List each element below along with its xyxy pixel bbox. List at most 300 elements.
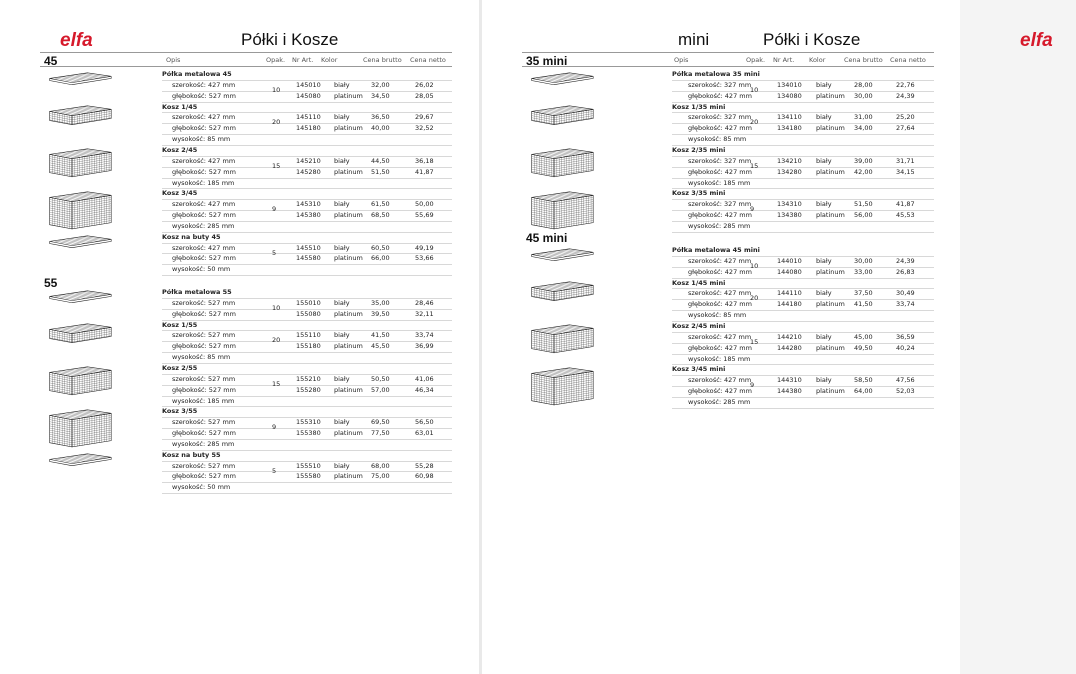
article-number: 155080 <box>296 309 321 318</box>
product-name: Półka metalowa 35 mini <box>672 70 760 78</box>
product-spec-row <box>522 267 934 278</box>
product-spec-row <box>40 471 452 482</box>
product-name: Półka metalowa 55 <box>162 288 232 296</box>
product-spec-row <box>522 256 934 267</box>
dimension-text: głębokość: 527 mm <box>172 472 236 481</box>
product-spec-row <box>40 330 452 341</box>
dimension-text: szerokość: 527 mm <box>172 331 236 340</box>
article-number: 144210 <box>777 332 802 341</box>
article-number: 155110 <box>296 331 321 340</box>
article-number: 155310 <box>296 418 321 427</box>
dimension-text: szerokość: 527 mm <box>172 298 236 307</box>
price-net: 60,98 <box>415 472 434 481</box>
series-label: 45 <box>44 54 58 68</box>
dimension-text: szerokość: 427 mm <box>172 200 236 209</box>
color-name: platinum <box>334 211 363 220</box>
color-name: platinum <box>334 167 363 176</box>
product-spec-row <box>40 352 452 363</box>
page-title: Półki i Kosze <box>763 30 861 49</box>
color-name: platinum <box>816 387 845 396</box>
dimension-text: wysokość: 85 mm <box>172 353 231 362</box>
product-name: Kosz na buty 45 <box>162 232 221 241</box>
product-spec-row <box>522 80 934 91</box>
column-header-bar <box>40 53 452 66</box>
product-name: Kosz 1/45 <box>162 102 198 111</box>
product-spec-row <box>522 332 934 343</box>
pack-quantity: 9 <box>750 381 755 390</box>
price-gross: 77,50 <box>371 429 390 438</box>
product-name: Kosz 1/55 <box>162 320 198 329</box>
price-net: 46,34 <box>415 385 434 394</box>
col-opak: Opak. <box>746 56 766 64</box>
product-name-row <box>522 245 934 256</box>
dimension-text: głębokość: 527 mm <box>172 385 236 394</box>
article-number: 144080 <box>777 267 802 276</box>
color-name: platinum <box>816 300 845 309</box>
product-name: Półka metalowa 45 <box>162 70 232 78</box>
product-name: Kosz 3/55 <box>162 407 198 416</box>
col-kolor: Kolor <box>321 56 338 64</box>
dimension-text: wysokość: 50 mm <box>172 265 231 274</box>
price-gross: 56,00 <box>854 211 873 220</box>
pack-quantity: 20 <box>272 118 281 127</box>
dimension-text: głębokość: 427 mm <box>688 211 752 220</box>
price-gross: 69,50 <box>371 418 390 427</box>
color-name: biały <box>334 80 350 89</box>
price-gross: 49,50 <box>854 343 873 352</box>
price-net: 22,76 <box>896 80 915 89</box>
price-gross: 68,00 <box>371 461 390 470</box>
pack-quantity: 10 <box>272 303 281 312</box>
color-name: biały <box>334 298 350 307</box>
color-name: biały <box>334 461 350 470</box>
product-spec-row <box>522 386 934 397</box>
dimension-text: wysokość: 285 mm <box>172 221 235 230</box>
product-name-row <box>522 321 934 332</box>
article-number: 134010 <box>777 80 802 89</box>
product-name-row <box>522 188 934 199</box>
article-number: 134180 <box>777 124 802 133</box>
color-name: biały <box>816 289 832 298</box>
product-spec-row <box>40 80 452 91</box>
dimension-text: wysokość: 285 mm <box>172 439 235 448</box>
price-net: 52,03 <box>896 387 915 396</box>
dimension-text: głębokość: 527 mm <box>172 309 236 318</box>
dimension-text: szerokość: 427 mm <box>688 289 752 298</box>
article-number: 144110 <box>777 289 802 298</box>
price-gross: 60,50 <box>371 243 390 252</box>
article-number: 145210 <box>296 156 321 165</box>
article-number: 134310 <box>777 200 802 209</box>
article-number: 134280 <box>777 167 802 176</box>
article-number: 145310 <box>296 200 321 209</box>
product-name: Kosz 3/35 mini <box>672 189 726 198</box>
price-gross: 34,50 <box>371 91 390 100</box>
product-name-row <box>40 406 452 417</box>
dimension-text: szerokość: 527 mm <box>172 461 236 470</box>
dimension-text: wysokość: 185 mm <box>688 178 751 187</box>
product-spec-row <box>40 396 452 407</box>
svg-text:elfa: elfa <box>60 30 93 51</box>
color-name: platinum <box>816 91 845 100</box>
dimension-text: głębokość: 427 mm <box>688 167 752 176</box>
series-label: 35 mini <box>526 54 568 68</box>
product-spec-row <box>522 288 934 299</box>
dimension-text: szerokość: 527 mm <box>172 374 236 383</box>
pack-quantity: 20 <box>750 118 759 127</box>
product-spec-row <box>522 397 934 408</box>
col-netto: Cena netto <box>890 56 926 64</box>
article-number: 134380 <box>777 211 802 220</box>
price-gross: 32,00 <box>371 80 390 89</box>
price-gross: 30,00 <box>854 91 873 100</box>
article-number: 145180 <box>296 124 321 133</box>
product-spec-row <box>522 221 934 232</box>
price-net: 30,49 <box>896 289 915 298</box>
article-number: 144280 <box>777 343 802 352</box>
pack-quantity: 15 <box>272 379 281 388</box>
color-name: biały <box>334 156 350 165</box>
product-spec-row <box>522 299 934 310</box>
price-gross: 61,50 <box>371 200 390 209</box>
product-spec-row <box>40 417 452 428</box>
product-spec-row <box>40 134 452 145</box>
price-net: 36,59 <box>896 332 915 341</box>
article-number: 145080 <box>296 91 321 100</box>
article-number: 134210 <box>777 156 802 165</box>
article-number: 155380 <box>296 429 321 438</box>
product-spec-row <box>522 375 934 386</box>
pack-quantity: 10 <box>750 261 759 270</box>
pack-quantity: 15 <box>272 161 281 170</box>
product-name: Kosz 2/45 mini <box>672 321 726 330</box>
price-gross: 37,50 <box>854 289 873 298</box>
price-net: 29,67 <box>415 113 434 122</box>
dimension-text: głębokość: 527 mm <box>172 167 236 176</box>
product-spec-row <box>522 112 934 123</box>
pack-quantity: 5 <box>272 248 277 257</box>
color-name: biały <box>334 374 350 383</box>
product-spec-row <box>40 91 452 102</box>
dimension-text: głębokość: 527 mm <box>172 124 236 133</box>
product-spec-row <box>522 210 934 221</box>
pack-quantity: 9 <box>750 205 755 214</box>
dimension-text: głębokość: 427 mm <box>688 91 752 100</box>
color-name: platinum <box>816 167 845 176</box>
row-rule <box>672 408 934 409</box>
dimension-text: głębokość: 427 mm <box>688 124 752 133</box>
price-net: 24,39 <box>896 91 915 100</box>
pack-quantity: 10 <box>750 85 759 94</box>
product-name-row <box>40 145 452 156</box>
color-name: biały <box>816 376 832 385</box>
color-name: platinum <box>816 211 845 220</box>
color-name: platinum <box>334 429 363 438</box>
price-net: 24,39 <box>896 256 915 265</box>
price-gross: 40,00 <box>371 124 390 133</box>
article-number: 144010 <box>777 256 802 265</box>
elfa-logo <box>60 31 116 49</box>
price-net: 27,64 <box>896 124 915 133</box>
article-number: 145510 <box>296 243 321 252</box>
dimension-text: wysokość: 185 mm <box>172 178 235 187</box>
product-name-row <box>522 69 934 80</box>
pack-quantity: 20 <box>750 294 759 303</box>
price-net: 41,87 <box>896 200 915 209</box>
article-number: 155210 <box>296 374 321 383</box>
dimension-text: wysokość: 285 mm <box>688 221 751 230</box>
price-net: 34,15 <box>896 167 915 176</box>
price-gross: 64,00 <box>854 387 873 396</box>
dimension-text: głębokość: 527 mm <box>172 211 236 220</box>
dimension-text: głębokość: 427 mm <box>688 267 752 276</box>
article-number: 155010 <box>296 298 321 307</box>
product-spec-row <box>40 461 452 472</box>
product-spec-row <box>522 134 934 145</box>
dimension-text: głębokość: 427 mm <box>688 300 752 309</box>
col-brutto: Cena brutto <box>844 56 883 64</box>
product-spec-row <box>522 310 934 321</box>
product-name-row <box>40 232 452 243</box>
price-gross: 41,50 <box>371 331 390 340</box>
product-spec-row <box>40 309 452 320</box>
price-net: 49,19 <box>415 243 434 252</box>
price-net: 25,20 <box>896 113 915 122</box>
price-net: 55,28 <box>415 461 434 470</box>
col-opak: Opak. <box>266 56 286 64</box>
product-spec-row <box>40 482 452 493</box>
price-gross: 35,00 <box>371 298 390 307</box>
product-spec-row <box>40 298 452 309</box>
right-page <box>482 0 1053 674</box>
color-name: platinum <box>816 267 845 276</box>
product-spec-row <box>40 167 452 178</box>
price-gross: 44,50 <box>371 156 390 165</box>
article-number: 155580 <box>296 472 321 481</box>
col-art: Nr Art. <box>773 56 795 64</box>
color-name: biały <box>334 331 350 340</box>
product-name-row <box>522 145 934 156</box>
color-name: biały <box>334 113 350 122</box>
product-name-row <box>40 363 452 374</box>
color-name: platinum <box>334 342 363 351</box>
product-name-row <box>40 287 452 298</box>
price-net: 28,05 <box>415 91 434 100</box>
product-spec-row <box>522 343 934 354</box>
pack-quantity: 9 <box>272 205 277 214</box>
color-name: biały <box>816 113 832 122</box>
product-name: Kosz 1/45 mini <box>672 278 726 287</box>
color-name: biały <box>816 256 832 265</box>
product-spec-row <box>40 156 452 167</box>
svg-text:elfa: elfa <box>1020 30 1053 51</box>
price-gross: 45,00 <box>854 332 873 341</box>
col-opis: Opis <box>166 56 181 64</box>
price-net: 36,99 <box>415 342 434 351</box>
column-header-bar <box>522 53 934 66</box>
product-spec-row <box>522 167 934 178</box>
dimension-text: wysokość: 85 mm <box>688 135 747 144</box>
color-name: biały <box>816 200 832 209</box>
color-name: platinum <box>334 254 363 263</box>
dimension-text: szerokość: 327 mm <box>688 200 752 209</box>
price-gross: 34,00 <box>854 124 873 133</box>
dimension-text: szerokość: 327 mm <box>688 80 752 89</box>
color-name: biały <box>334 200 350 209</box>
product-name-row <box>522 278 934 289</box>
product-name: Kosz na buty 55 <box>162 450 221 459</box>
color-name: platinum <box>816 124 845 133</box>
product-name-row <box>522 364 934 375</box>
price-gross: 33,00 <box>854 267 873 276</box>
price-net: 47,56 <box>896 376 915 385</box>
color-name: platinum <box>334 124 363 133</box>
product-spec-row <box>40 178 452 189</box>
price-gross: 42,00 <box>854 167 873 176</box>
dimension-text: szerokość: 427 mm <box>688 376 752 385</box>
product-spec-row <box>522 123 934 134</box>
product-name: Kosz 3/45 mini <box>672 365 726 374</box>
col-art: Nr Art. <box>292 56 314 64</box>
dimension-text: głębokość: 527 mm <box>172 254 236 263</box>
article-number: 155180 <box>296 342 321 351</box>
product-spec-row <box>40 243 452 254</box>
col-netto: Cena netto <box>410 56 446 64</box>
pack-quantity: 15 <box>750 161 759 170</box>
header-rule-bottom <box>522 66 934 67</box>
price-gross: 30,00 <box>854 256 873 265</box>
price-net: 33,74 <box>896 300 915 309</box>
series-label: 45 mini <box>526 231 568 245</box>
product-name-row <box>40 102 452 113</box>
color-name: platinum <box>334 385 363 394</box>
product-spec-row <box>40 210 452 221</box>
article-number: 134080 <box>777 91 802 100</box>
col-kolor: Kolor <box>809 56 826 64</box>
pack-quantity: 5 <box>272 466 277 475</box>
price-net: 32,11 <box>415 309 434 318</box>
price-net: 28,46 <box>415 298 434 307</box>
product-spec-row <box>40 374 452 385</box>
dimension-text: szerokość: 427 mm <box>688 332 752 341</box>
product-name-row <box>522 102 934 113</box>
price-net: 41,87 <box>415 167 434 176</box>
price-gross: 51,50 <box>854 200 873 209</box>
dimension-text: szerokość: 327 mm <box>688 156 752 165</box>
product-spec-row <box>40 253 452 264</box>
dimension-text: szerokość: 527 mm <box>172 418 236 427</box>
pack-quantity: 9 <box>272 423 277 432</box>
article-number: 144380 <box>777 387 802 396</box>
dimension-text: głębokość: 527 mm <box>172 91 236 100</box>
price-gross: 31,00 <box>854 113 873 122</box>
price-gross: 28,00 <box>854 80 873 89</box>
price-gross: 66,00 <box>371 254 390 263</box>
dimension-text: wysokość: 185 mm <box>688 354 751 363</box>
price-gross: 58,50 <box>854 376 873 385</box>
row-rule <box>162 275 452 276</box>
product-spec-row <box>522 354 934 365</box>
dimension-text: głębokość: 427 mm <box>688 343 752 352</box>
product-name: Kosz 2/45 <box>162 145 198 154</box>
color-name: biały <box>816 80 832 89</box>
color-name: biały <box>334 243 350 252</box>
color-name: platinum <box>334 91 363 100</box>
color-name: biały <box>816 332 832 341</box>
price-gross: 39,50 <box>371 309 390 318</box>
color-name: platinum <box>334 472 363 481</box>
price-gross: 36,50 <box>371 113 390 122</box>
article-number: 145110 <box>296 113 321 122</box>
series-label: 55 <box>44 276 58 290</box>
product-spec-row <box>40 199 452 210</box>
price-gross: 41,50 <box>854 300 873 309</box>
product-name-row <box>40 188 452 199</box>
product-spec-row <box>40 112 452 123</box>
price-net: 26,83 <box>896 267 915 276</box>
price-net: 26,02 <box>415 80 434 89</box>
price-net: 41,06 <box>415 374 434 383</box>
price-net: 56,50 <box>415 418 434 427</box>
page-title-mini: mini <box>678 30 710 49</box>
article-number: 134110 <box>777 113 802 122</box>
product-spec-row <box>40 123 452 134</box>
dimension-text: wysokość: 50 mm <box>172 483 231 492</box>
price-net: 32,52 <box>415 124 434 133</box>
col-opis: Opis <box>674 56 689 64</box>
product-spec-row <box>522 156 934 167</box>
dimension-text: szerokość: 327 mm <box>688 113 752 122</box>
dimension-text: wysokość: 85 mm <box>688 311 747 320</box>
row-rule <box>162 493 452 494</box>
product-name: Kosz 3/45 <box>162 189 198 198</box>
dimension-text: szerokość: 427 mm <box>688 256 752 265</box>
price-net: 45,53 <box>896 211 915 220</box>
product-spec-row <box>40 428 452 439</box>
price-net: 63,01 <box>415 429 434 438</box>
price-gross: 45,50 <box>371 342 390 351</box>
product-name: Kosz 1/35 mini <box>672 102 726 111</box>
pack-quantity: 10 <box>272 85 281 94</box>
article-number: 155280 <box>296 385 321 394</box>
dimension-text: szerokość: 427 mm <box>172 80 236 89</box>
price-net: 55,69 <box>415 211 434 220</box>
price-net: 40,24 <box>896 343 915 352</box>
product-name: Kosz 2/55 <box>162 363 198 372</box>
article-number: 145580 <box>296 254 321 263</box>
dimension-text: wysokość: 85 mm <box>172 135 231 144</box>
price-gross: 50,50 <box>371 374 390 383</box>
row-rule <box>672 232 934 233</box>
article-number: 144310 <box>777 376 802 385</box>
product-spec-row <box>522 199 934 210</box>
dimension-text: szerokość: 427 mm <box>172 156 236 165</box>
product-name-row <box>40 69 452 80</box>
product-spec-row <box>40 264 452 275</box>
price-net: 31,71 <box>896 156 915 165</box>
product-spec-row <box>40 341 452 352</box>
article-number: 145010 <box>296 80 321 89</box>
color-name: platinum <box>816 343 845 352</box>
product-name: Kosz 2/35 mini <box>672 145 726 154</box>
product-spec-row <box>40 385 452 396</box>
header-rule-bottom <box>40 66 452 67</box>
dimension-text: szerokość: 427 mm <box>172 243 236 252</box>
price-net: 53,66 <box>415 254 434 263</box>
article-number: 145280 <box>296 167 321 176</box>
col-brutto: Cena brutto <box>363 56 402 64</box>
article-number: 145380 <box>296 211 321 220</box>
